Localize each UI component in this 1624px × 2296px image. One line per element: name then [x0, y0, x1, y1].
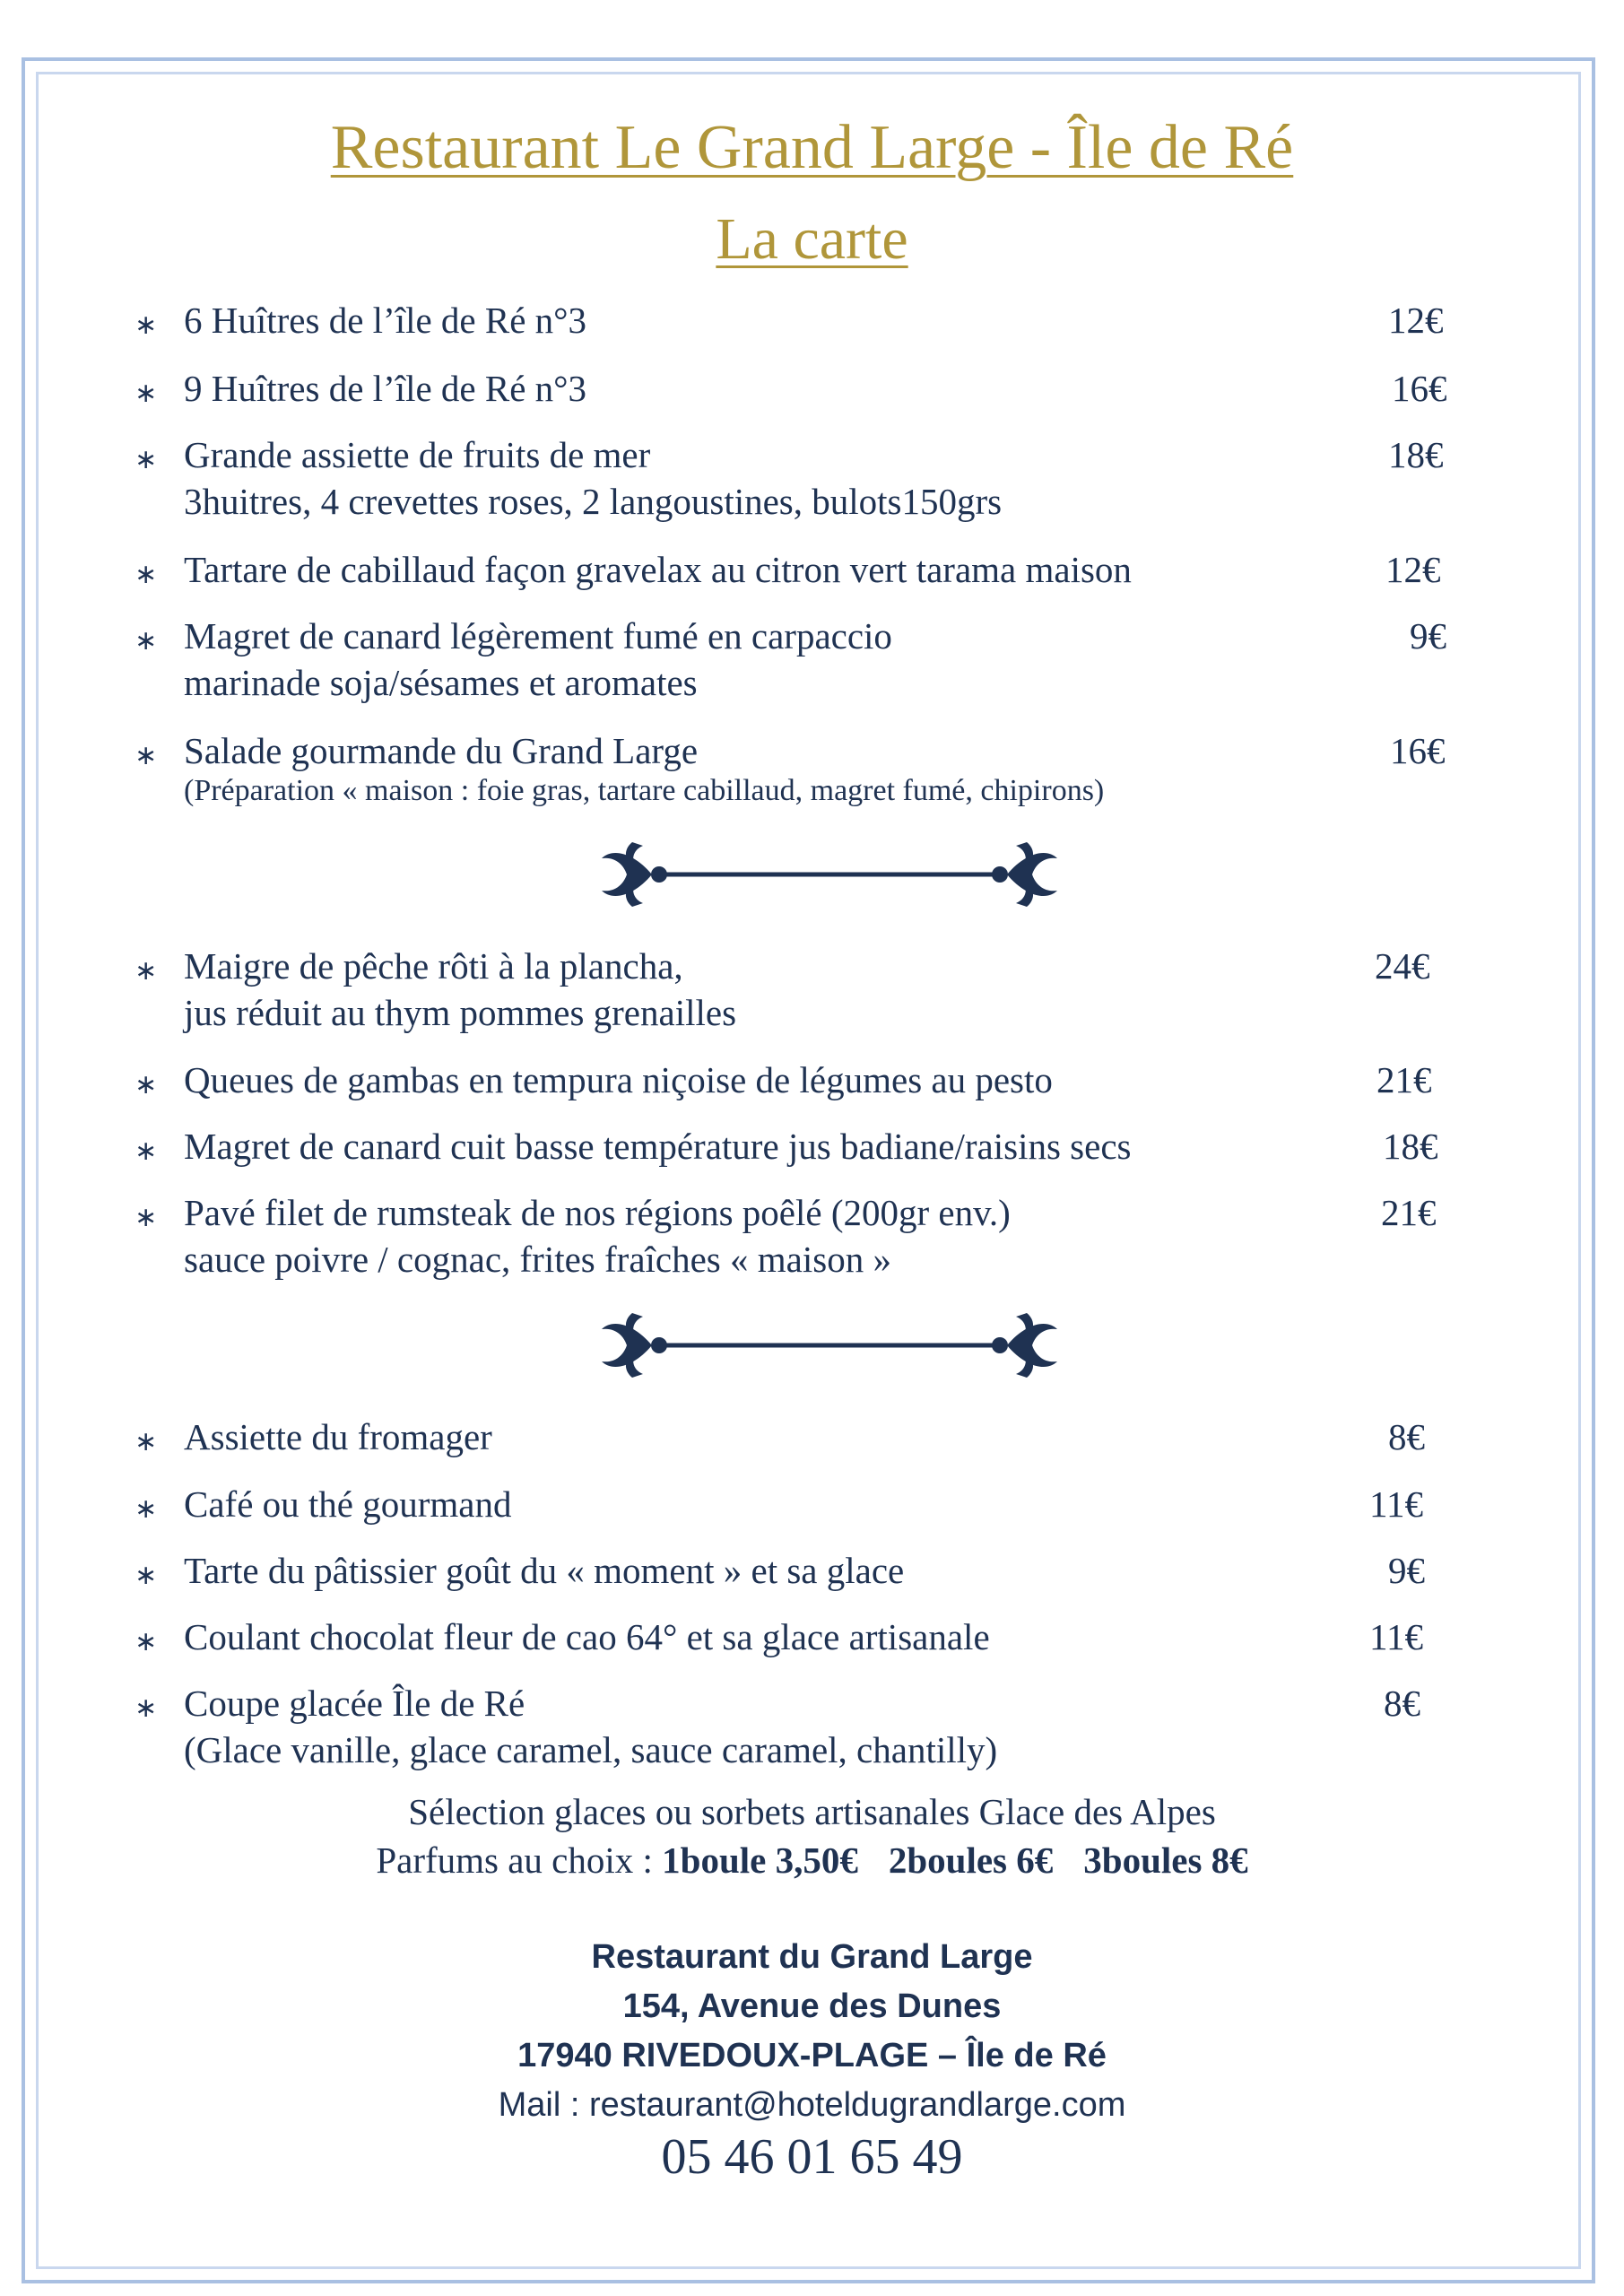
bullet-icon: ∗ [135, 1135, 158, 1167]
contact-city: 17940 RIVEDOUX-PLAGE – Île de Ré [517, 2037, 1107, 2074]
bullet-icon: ∗ [135, 309, 158, 341]
item-price: 11€ [1369, 1483, 1423, 1525]
bullet-icon: ∗ [135, 1069, 158, 1100]
bullet-icon: ∗ [135, 1202, 158, 1233]
item-price: 9€ [1388, 1550, 1425, 1591]
bullet-icon: ∗ [135, 1692, 158, 1724]
glaces-option-1: 1boule 3,50€ [662, 1839, 858, 1881]
bullet-icon: ∗ [135, 1426, 158, 1457]
item-note: (Préparation « maison : foie gras, tartare cabillaud, magret fumé, chipirons) [184, 774, 1105, 807]
glaces-option-3: 3boules 8€ [1083, 1839, 1248, 1881]
fleur-de-lis-divider-icon [596, 1309, 1063, 1381]
item-price: 21€ [1381, 1192, 1437, 1233]
bullet-icon: ∗ [135, 625, 158, 657]
contact-street: 154, Avenue des Dunes [622, 1987, 1002, 2025]
glaces-prefix: Parfums au choix : [376, 1839, 663, 1881]
item-name: Tarte du pâtissier goût du « moment » et sa glace [184, 1550, 905, 1591]
item-name: 6 Huîtres de l’île de Ré n°3 [184, 300, 587, 341]
item-price: 8€ [1384, 1683, 1420, 1724]
item-price: 24€ [1375, 945, 1430, 987]
item-name: Pavé filet de rumsteak de nos régions poêlé (200gr env.) [184, 1192, 1011, 1233]
item-name: Grande assiette de fruits de mer [184, 434, 651, 475]
bullet-icon: ∗ [135, 378, 158, 409]
bullet-icon: ∗ [135, 1560, 158, 1591]
item-name: Queues de gambas en tempura niçoise de légumes au pesto [184, 1059, 1053, 1100]
glaces-option-2: 2boules 6€ [888, 1839, 1054, 1881]
item-price: 8€ [1388, 1416, 1425, 1457]
item-price: 16€ [1390, 730, 1446, 771]
item-price: 18€ [1388, 434, 1444, 475]
item-name: Coulant chocolat fleur de cao 64° et sa glace artisanale [184, 1616, 990, 1657]
item-name: Assiette du fromager [184, 1416, 492, 1457]
bullet-icon: ∗ [135, 1493, 158, 1525]
item-price: 12€ [1385, 549, 1441, 590]
item-price: 11€ [1369, 1616, 1423, 1657]
item-name: Tartare de cabillaud façon gravelax au citron vert tarama maison [184, 549, 1132, 590]
item-price: 18€ [1383, 1126, 1438, 1167]
glaces-selection-line: Sélection glaces ou sorbets artisanales Glace des Alpes [408, 1791, 1216, 1832]
item-name: Salade gourmande du Grand Large [184, 730, 699, 771]
item-description: (Glace vanille, glace caramel, sauce caramel, chantilly) [184, 1729, 998, 1770]
glaces-prices-line [0, 1836, 1624, 1884]
item-price: 16€ [1392, 368, 1447, 409]
item-name: Maigre de pêche rôti à la plancha, [184, 945, 683, 987]
item-price: 21€ [1376, 1059, 1432, 1100]
item-description: marinade soja/sésames et aromates [184, 662, 698, 703]
page-title: Restaurant Le Grand Large - Île de Ré [330, 113, 1294, 182]
item-name: Magret de canard légèrement fumé en carpaccio [184, 615, 892, 657]
bullet-icon: ∗ [135, 740, 158, 771]
item-name: Coupe glacée Île de Ré [184, 1683, 525, 1724]
item-description: sauce poivre / cognac, frites fraîches « maison » [184, 1239, 891, 1280]
fleur-de-lis-divider-icon [596, 839, 1063, 910]
item-name: Magret de canard cuit basse température jus badiane/raisins secs [184, 1126, 1132, 1167]
menu-subtitle: La carte [716, 206, 908, 272]
bullet-icon: ∗ [135, 444, 158, 475]
item-name: Café ou thé gourmand [184, 1483, 512, 1525]
contact-mail[interactable]: Mail : restaurant@hoteldugrandlarge.com [498, 2086, 1126, 2124]
item-description: jus réduit au thym pommes grenailles [184, 992, 737, 1033]
item-price: 12€ [1388, 300, 1444, 341]
item-price: 9€ [1410, 615, 1446, 657]
bullet-icon: ∗ [135, 559, 158, 590]
item-description: 3huitres, 4 crevettes roses, 2 langoustines, bulots150grs [184, 481, 1003, 522]
item-name: 9 Huîtres de l’île de Ré n°3 [184, 368, 587, 409]
bullet-icon: ∗ [135, 1626, 158, 1657]
contact-phone[interactable]: 05 46 01 65 49 [661, 2129, 963, 2185]
contact-name: Restaurant du Grand Large [591, 1938, 1033, 1976]
bullet-icon: ∗ [135, 955, 158, 987]
